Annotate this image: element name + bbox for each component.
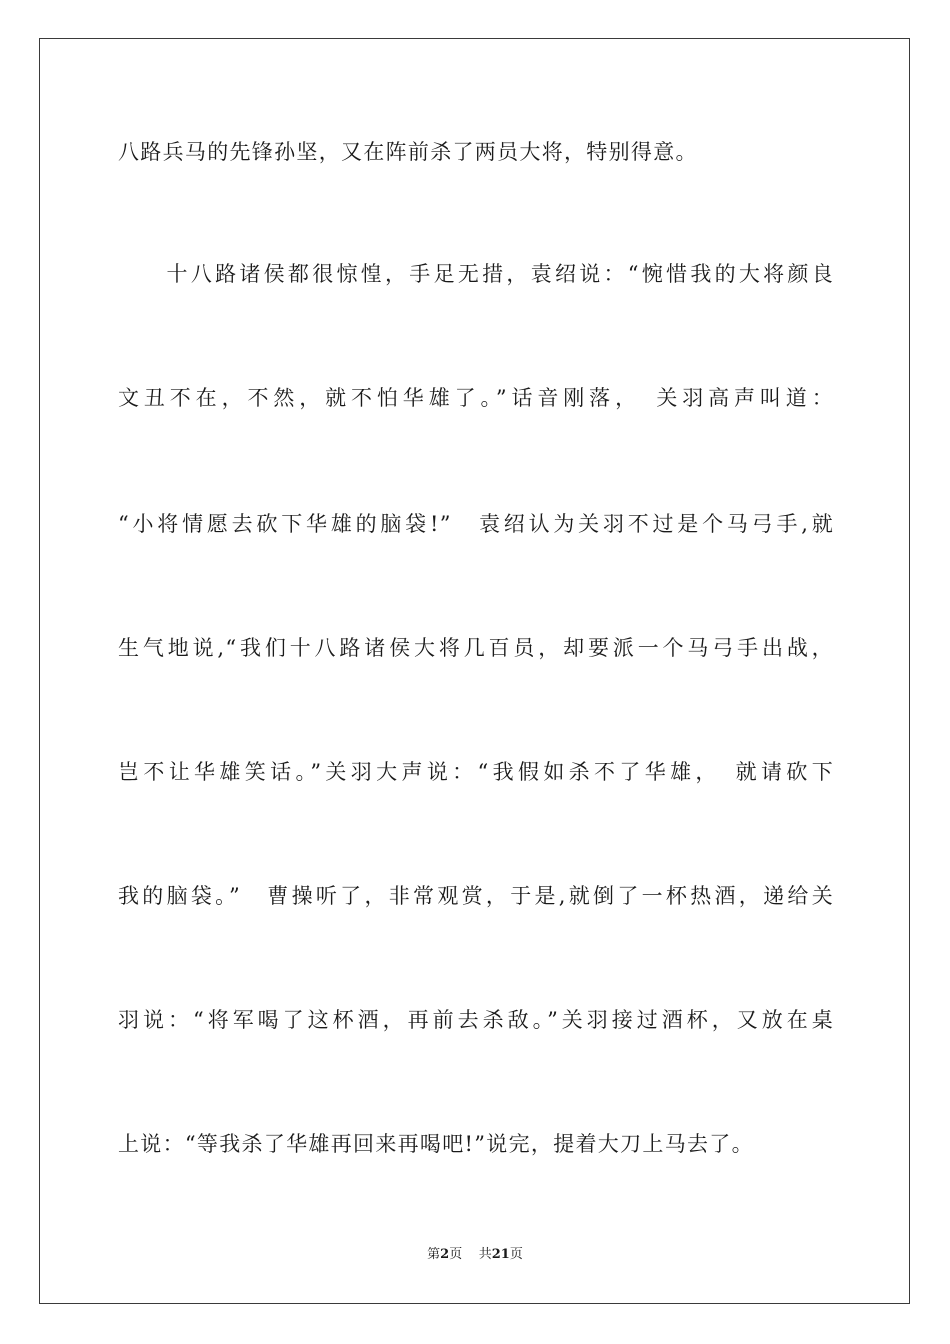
total-pages: 21 (491, 1247, 510, 1262)
page-suffix: 页 (449, 1247, 463, 1262)
text-line-5: 生气地说,“我们十八路诸侯大将几百员，却要派一个马弓手出战， (118, 636, 834, 660)
text-line-8: 羽说：“将军喝了这杯酒，再前去杀敌。”关羽接过酒杯，又放在桌 (118, 1008, 834, 1032)
page-footer (0, 1245, 950, 1265)
text-line-4: “小将情愿去砍下华雄的脑袋!” 袁绍认为关羽不过是个马弓手,就 (118, 512, 834, 536)
page-prefix: 第 (427, 1247, 441, 1262)
page-border (39, 38, 910, 1304)
page-number: 2 (440, 1247, 450, 1262)
text-line-3: 文丑不在，不然，就不怕华雄了。”话音刚落， 关羽高声叫道： (118, 386, 834, 410)
text-line-2: 十八路诸侯都很惊惶，手足无措，袁绍说：“惋惜我的大将颜良 (118, 262, 834, 286)
text-line-7: 我的脑袋。” 曹操听了，非常观赏，于是,就倒了一杯热酒，递给关 (118, 884, 834, 908)
text-line-6: 岂不让华雄笑话。”关羽大声说：“我假如杀不了华雄， 就请砍下 (118, 760, 834, 784)
text-line-1: 八路兵马的先锋孙坚，又在阵前杀了两员大将，特别得意。 (118, 140, 698, 164)
total-prefix: 共 (478, 1247, 492, 1262)
total-suffix: 页 (509, 1247, 523, 1262)
text-line-9: 上说：“等我杀了华雄再回来再喝吧!”说完，提着大刀上马去了。 (118, 1132, 754, 1156)
